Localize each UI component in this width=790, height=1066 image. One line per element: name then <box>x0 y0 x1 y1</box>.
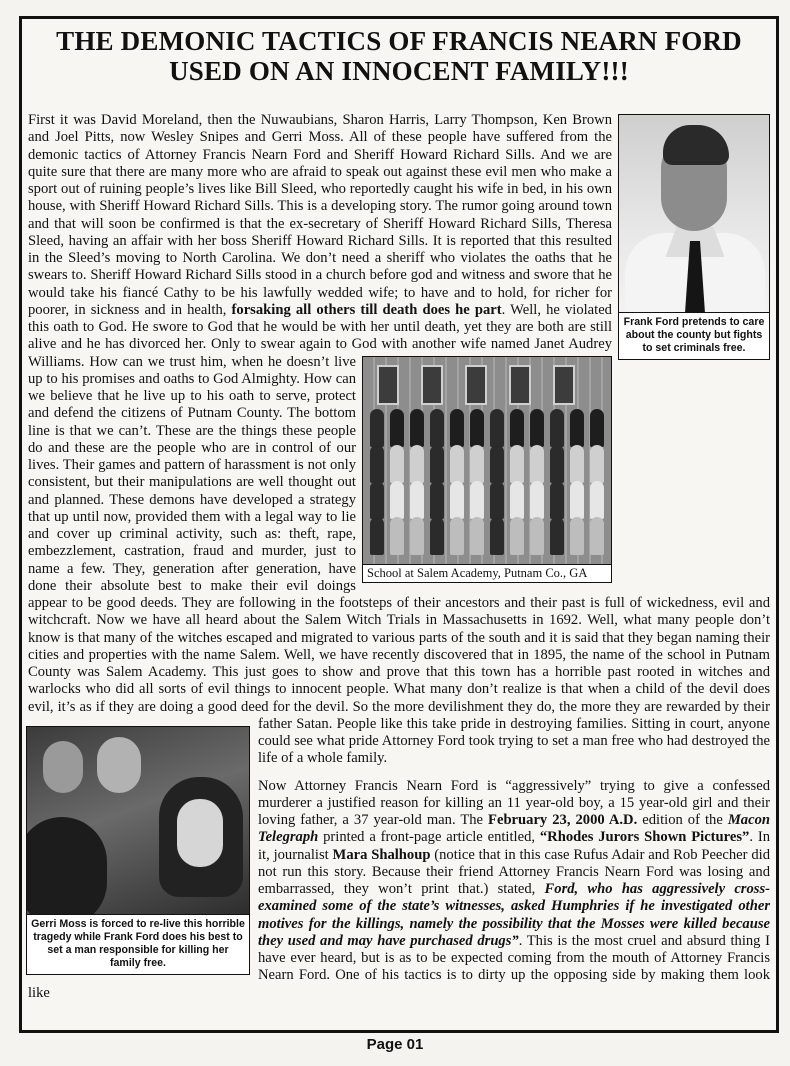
portrait-caption: Frank Ford pretends to care about the county but fights to set criminals free. <box>623 316 765 354</box>
paragraph-1-bold: forsaking all others till death does he part <box>231 301 502 318</box>
paragraph-1-text-c: How can we trust him, when he doesn’t live up to his promises and oaths to God Almighty. How can we believe that he live up to his oath to serve, protect and defend the citizens of Putnam County. The bottom line is that we can’t. These are the things these people do and these are the people who are in control of our lives. Their games and pattern of harassment is not only consistent, but their manipulations are well thought out and planned. These demons have developed a strategy that up until now, provided them with a legal way to lie and cover up criminal activity, such as: theft, rape, embezzlement, castration, fraud and murder, just to name a few. They, generation after generation, have done their absolute best to make their evil doings appear to be good deeds. They are following in the footsteps of their ancestors and their past is full of wickedness, evil and witchcraft. Now we have all heard about the Salem Witch Trials in Massachusetts in 1692. Well, what many people don’t know is that many of the witches escaped and migrated to various parts of the south and it is said that they began naming their cities and properties with the name Salem. Well, we have recently discovered that in 1895, the name of the school in Putnam County was Salem Academy. This just goes to show and prove that this town has a horrible past rooted in witches and warlocks who did all sorts of evil things to innocent people. What many don’t realize is that when a child of the devil does evil, it’s as if they are doing a good deed for the devil. So the more devilishment they do, the more they are rewarded by their father Satan. People like this take pride in destroying families. <box>28 353 770 732</box>
headline-line-1: THE DEMONIC TACTICS OF FRANCIS NEARN FORD <box>56 26 742 56</box>
page-number: Page 01 <box>366 1036 424 1053</box>
courtroom-photo <box>27 727 249 915</box>
paragraph-2-date: February 23, 2000 A.D. <box>488 812 638 828</box>
paragraph-2-journalist: Mara Shalhoup <box>332 846 431 863</box>
article-body <box>28 112 770 1026</box>
portrait-figure <box>618 114 770 360</box>
paragraph-2-d: . In it, journalist <box>258 829 770 863</box>
court-caption: Gerri Moss is forced to re-live this horrible tragedy while Frank Ford does his best to set a man responsible for killing her family free. <box>31 917 245 969</box>
paragraph-2-f: . This is the most cruel and absurd thing I have ever heard, but is as to be expected coming from the mouth of Attorney Francis Nearn Ford. One of his tactics is to dirty up the opposing side by making them look like <box>28 932 771 1001</box>
paragraph-2-paper: Macon Telegraph <box>258 812 770 846</box>
paragraph-2-e: (notice that in this case Rufus Adair and Rob Peecher did not run this story. Because their friend Attorney Francis Nearn Ford was losing and embarrassed, they won’t print that.) stated, <box>258 846 770 897</box>
frank-ford-photo <box>619 115 769 313</box>
paragraph-1-text-a: First it was David Moreland, then the Nuwaubians, Sharon Harris, Larry Thompson, Ken Brown and Joel Pitts, now Wesley Snipes and Gerri Moss. All of these people have suffered from the demonic tactics of Attorney Francis Nearn Ford and Sheriff Howard Richard Sills. And we are quite sure that there are many more who are afraid to speak out against these evil men who make a sport out of ruining people’s lives like Bill Sleed, who reportedly caught his wife in bed, in his own house, with Sheriff Howard Richard Sills. This is a developing story. The rumor going around town and that will soon be confirmed is that the ex-secretary of Sheriff Howard Richard Sills, Theresa Sleed, having an affair with her boss Sheriff Howard Richard Sills. It is reported that this resulted in the Sleed’s moving to North Carolina. We don’t need a sheriff who violates the oaths that he swears to. Sheriff Howard Richard Sills stood in a church before god and witness and swore that he would take his fiancé Cathy to be his lawfully wedded wife; to have and to hold, for richer for poorer, in sickness and in health, <box>28 112 612 318</box>
paragraph-1-text-b: . Well, he violated this oath to God. He swore to God that he would be with her until death, yet they are both are still alive and he has divorced her. Only to swear again to God with another wife named Janet Audrey Williams. <box>28 301 612 370</box>
paragraph-2-b: edition of the <box>637 812 728 828</box>
salem-academy-photo <box>363 357 611 565</box>
paragraph-2-quote: Ford, who has aggressively cross-examined some of the state’s witnesses, asked Humphries if he investigated other motives for the killings, namely the possibility that the Mosses were killed because they used and may have purchased drugs” <box>258 881 770 949</box>
school-caption: School at Salem Academy, Putnam Co., GA <box>367 565 588 580</box>
court-figure <box>26 726 250 975</box>
headline-line-2: USED ON AN INNOCENT FAMILY!!! <box>169 56 629 86</box>
newsletter-frame <box>19 16 779 1033</box>
paragraph-2-title: “Rhodes Jurors Shown Pictures” <box>539 829 750 846</box>
school-figure <box>362 356 612 583</box>
headline <box>22 26 776 86</box>
paragraph-2-c: printed a front-page article entitled, <box>318 829 540 846</box>
paragraph-1-text-d: Sitting in court, anyone could see what pride Attorney Ford took trying to set a man free who had destroyed the life of a whole family. <box>258 715 770 767</box>
paragraph-2-a: Now Attorney Francis Nearn Ford is “aggressively” trying to give a confessed murderer a justified reason for killing an 11 year-old boy, a 15 year-old girl and their loving father, a 37 year-old man. The <box>258 777 770 828</box>
